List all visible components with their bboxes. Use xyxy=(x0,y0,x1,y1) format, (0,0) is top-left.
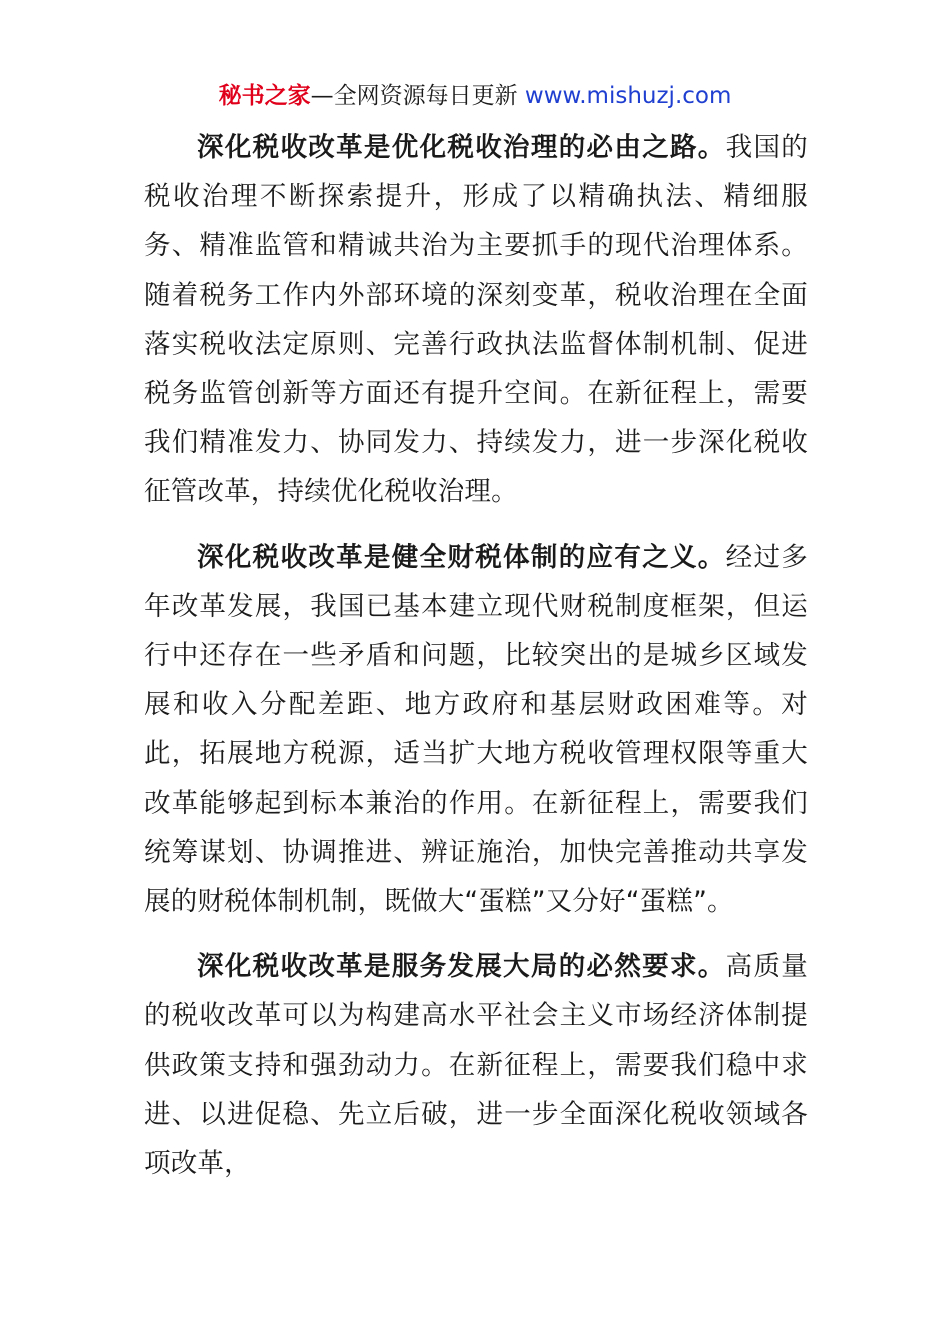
paragraph-text: 高质量的税收改革可以为构建高水平社会主义市场经济体制提供政策支持和强劲动力。在新征程上，需要我们稳中求进、以进促稳、先立后破，进一步全面深化税收领域各项改革， xyxy=(144,951,808,1180)
article-body xyxy=(144,123,808,1204)
paragraph-text: 我国的税收治理不断探索提升，形成了以精确执法、精细服务、精准监管和精诚共治为主要抓手的现代治理体系。随着税务工作内外部环境的深刻变革，税收治理在全面落实税收法定原则、完善行政执法监督体制机制、促进税务监管创新等方面还有提升空间。在新征程上，需要我们精准发力、协同发力、持续发力，进一步深化税收征管改革，持续优化税收治理。 xyxy=(144,132,808,508)
header-tagline: —全网资源每日更新 xyxy=(310,83,525,109)
paragraph-lead: 深化税收改革是优化税收治理的必由之路。 xyxy=(197,132,726,163)
paragraph xyxy=(144,123,808,517)
brand-name: 秘书之家 xyxy=(218,83,311,109)
site-header xyxy=(0,80,950,112)
site-url-link[interactable]: www.mishuzj.com xyxy=(524,83,732,109)
paragraph-lead: 深化税收改革是服务发展大局的必然要求。 xyxy=(197,951,726,983)
paragraph xyxy=(144,533,808,927)
paragraph-text: 经过多年改革发展，我国已基本建立现代财税制度框架，但运行中还存在一些矛盾和问题，比较突出的是城乡区域发展和收入分配差距、地方政府和基层财政困难等。对此，拓展地方税源，适当扩大地方税收管理权限等重大改革能够起到标本兼治的作用。在新征程上，需要我们统筹谋划、协调推进、辨证施治，加快完善推动共享发展的财税体制机制，既做大“蛋糕”又分好“蛋糕”。 xyxy=(144,541,808,918)
paragraph xyxy=(144,942,808,1188)
paragraph-lead: 深化税收改革是健全财税体制的应有之义。 xyxy=(197,541,726,573)
